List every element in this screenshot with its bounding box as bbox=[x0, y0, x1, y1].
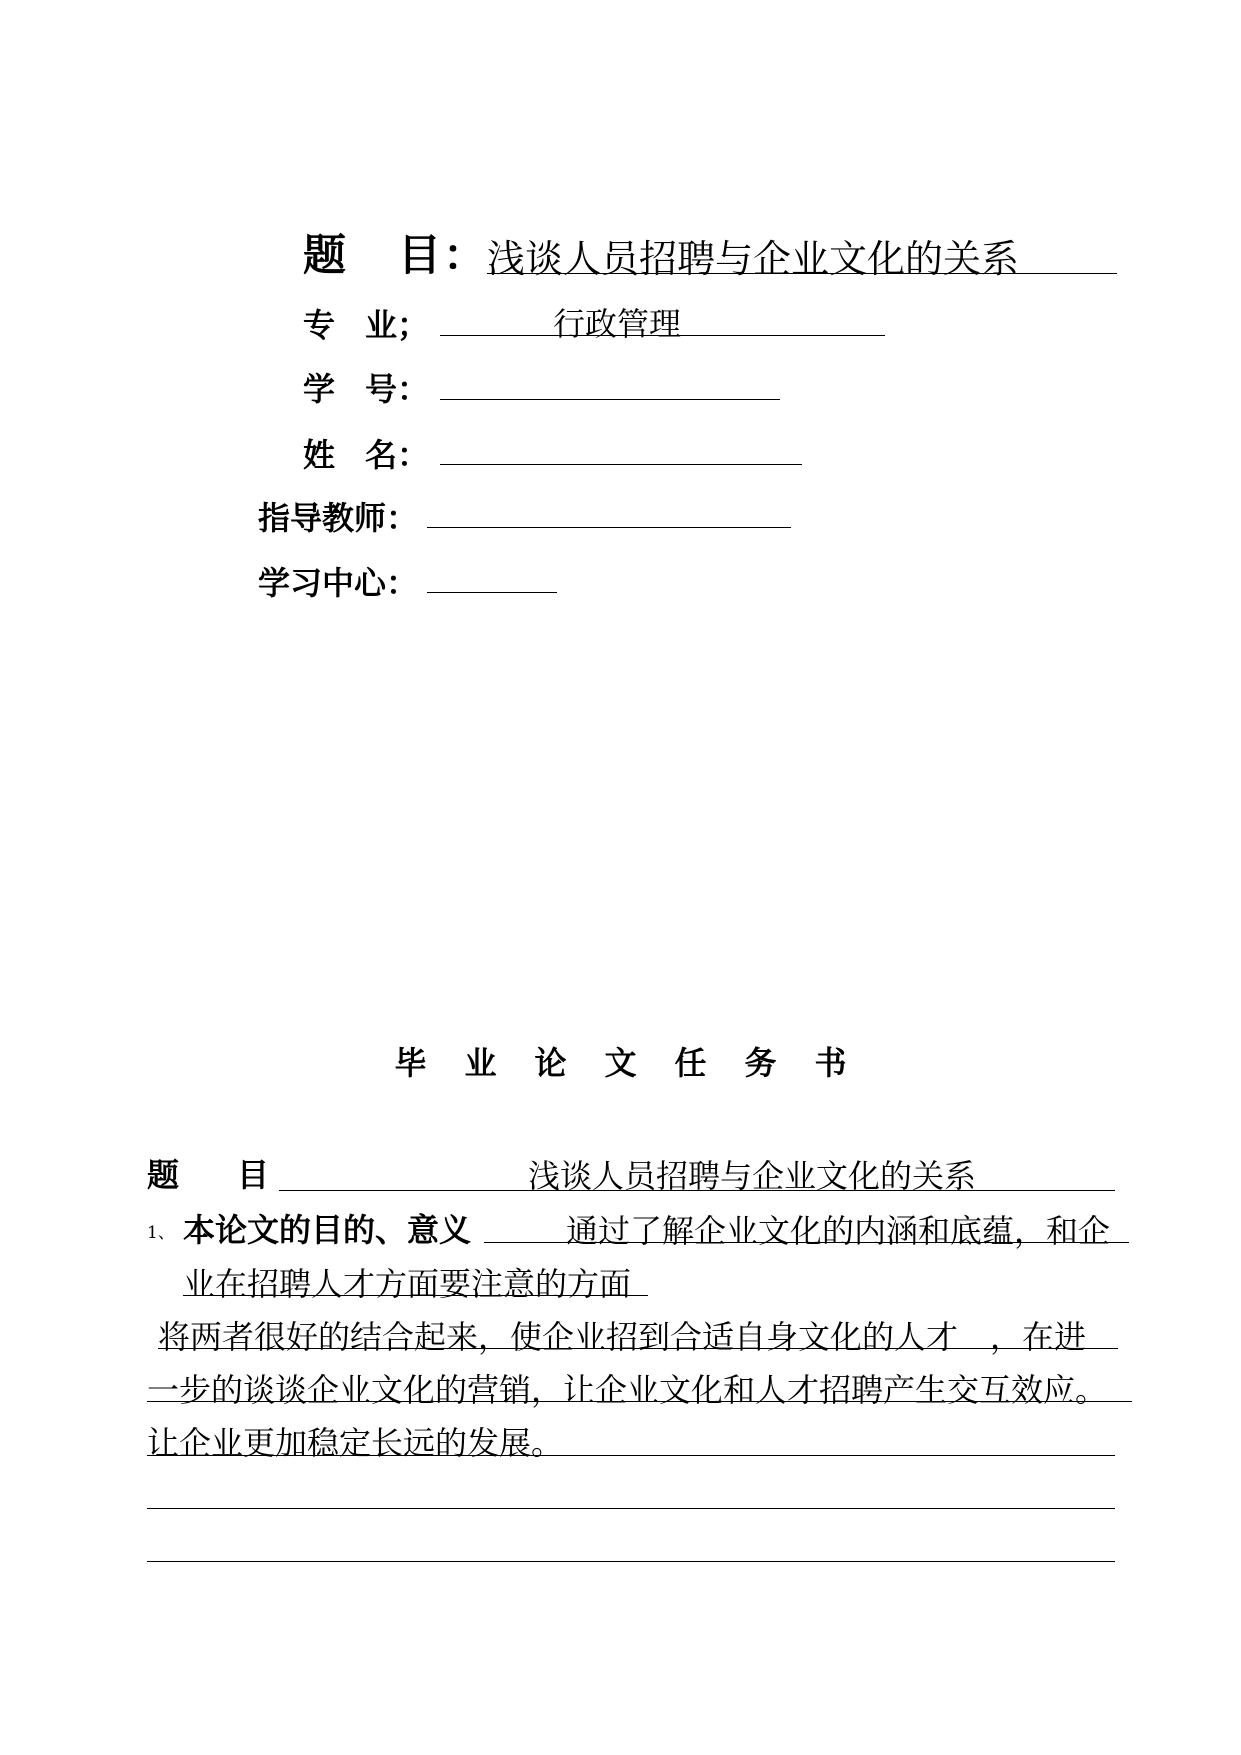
major-value: 行政管理 bbox=[553, 305, 682, 343]
major-label: 专 业； bbox=[303, 306, 430, 344]
section-number: 1、 bbox=[147, 1223, 175, 1243]
center-label: 学习中心： bbox=[258, 564, 419, 602]
blank-line-1 bbox=[147, 1508, 1115, 1509]
section-line-5-underline bbox=[147, 1455, 1115, 1456]
name-label: 姓 名： bbox=[303, 436, 430, 474]
major-underline bbox=[440, 335, 885, 336]
section-line-3: 将两者很好的结合起来，使企业招到合适自身文化的人才 ，在进 bbox=[158, 1318, 1087, 1356]
student-id-label: 学 号： bbox=[303, 370, 430, 408]
name-underline bbox=[440, 464, 802, 465]
advisor-label: 指导教师： bbox=[258, 499, 419, 537]
blank-line-2 bbox=[147, 1561, 1115, 1562]
task-title-label: 题 目 bbox=[147, 1156, 270, 1194]
cover-title-underline bbox=[487, 273, 1117, 274]
task-book-heading: 毕业论文任务书 bbox=[394, 1044, 885, 1082]
advisor-underline bbox=[427, 527, 791, 528]
section-line-5: 让企业更加稳定长远的发展。 bbox=[147, 1424, 564, 1462]
center-underline bbox=[427, 592, 557, 593]
cover-title-value: 浅谈人员招聘与企业文化的关系 bbox=[487, 237, 1020, 281]
cover-title-label: 题 目： bbox=[303, 231, 488, 281]
section-line-3-underline bbox=[158, 1348, 1118, 1349]
section-line-2: 业在招聘人才方面要注意的方面 bbox=[183, 1265, 632, 1303]
section-line-4: 一步的谈谈企业文化的营销，让企业文化和人才招聘产生交互效应。 bbox=[147, 1371, 1108, 1409]
task-title-value: 浅谈人员招聘与企业文化的关系 bbox=[528, 1157, 977, 1195]
section-line-1-underline bbox=[484, 1242, 1129, 1243]
section-line-2-underline bbox=[183, 1295, 648, 1296]
section-line-1: 通过了解企业文化的内涵和底蕴，和企 bbox=[566, 1212, 1111, 1250]
section-line-4-underline bbox=[147, 1401, 1132, 1402]
student-id-underline bbox=[440, 399, 780, 400]
section-label: 本论文的目的、意义 bbox=[183, 1211, 472, 1249]
